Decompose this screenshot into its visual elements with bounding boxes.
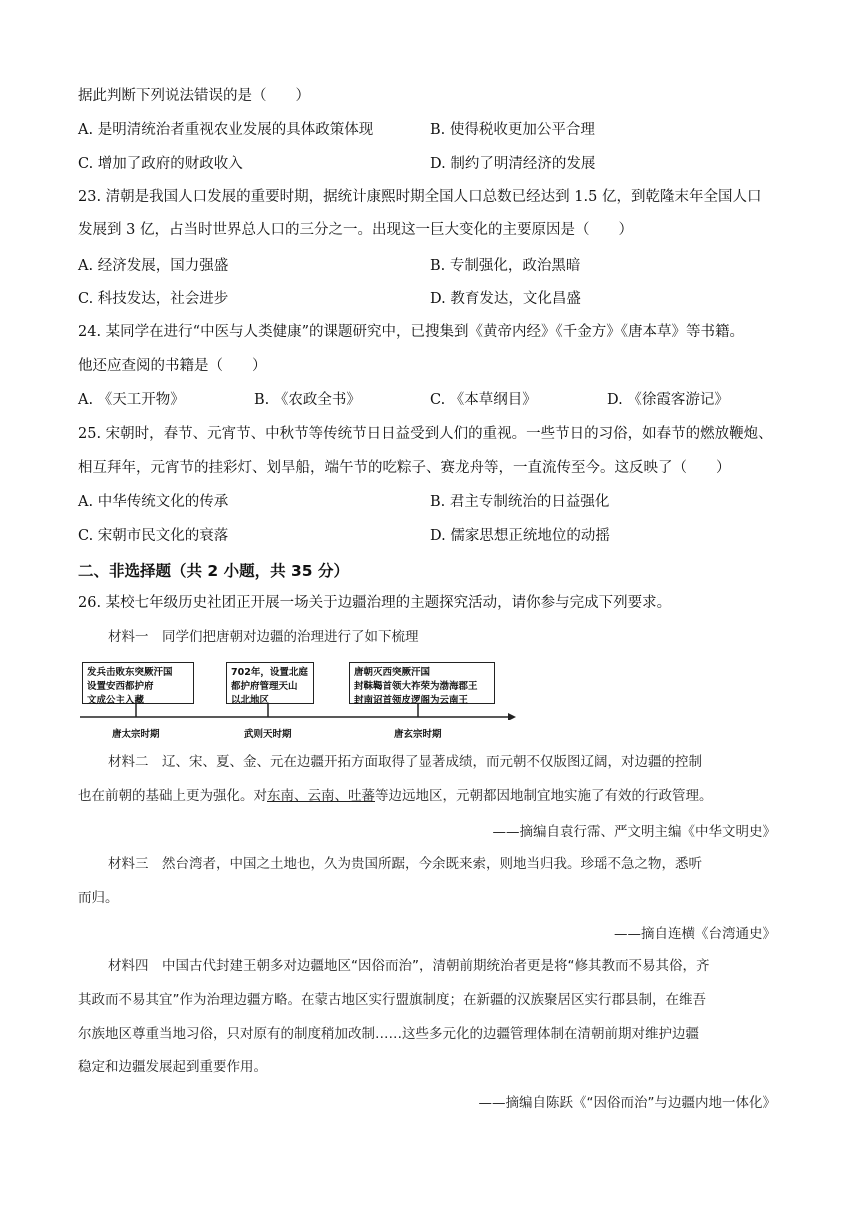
- timeline-box-xuanzong-line1: 唐朝灭西突厥汗国: [354, 667, 431, 678]
- timeline-box-wuzetian-line1: 702年，设置北庭: [231, 667, 308, 678]
- material-3-source: ——摘自连横《台湾通史》: [614, 926, 776, 942]
- timeline-box-wuzetian: [226, 662, 314, 704]
- timeline-box-wuzetian-line2: 都护府管理天山: [231, 681, 298, 692]
- timeline-label-wuzetian: 武则天时期: [244, 729, 292, 740]
- q25-stem-line2: 相互拜年，元宵节的挂彩灯、划旱船，端午节的吃粽子、赛龙舟等，一直流传至今。这反映了（ ）: [78, 460, 731, 476]
- q23-option-c: C. 科技发达，社会进步: [78, 291, 229, 307]
- q23-option-d: D. 教育发达，文化昌盛: [430, 291, 581, 307]
- q26-stem: 26. 某校七年级历史社团正开展一场关于边疆治理的主题探究活动，请你参与完成下列要求。: [78, 595, 672, 611]
- material-2-underlined-regions: 东南、云南、吐蕃: [267, 788, 375, 804]
- q25-stem-line1: 25. 宋朝时，春节、元宵节、中秋节等传统节日日益受到人们的重视。一些节日的习俗，如春节的燃放鞭炮、: [78, 426, 773, 442]
- q24-option-a: A. 《天工开物》: [78, 392, 185, 408]
- q25-option-d: D. 儒家思想正统地位的动摇: [430, 528, 610, 544]
- q25-option-a: A. 中华传统文化的传承: [78, 494, 229, 510]
- material-2-line2: [78, 786, 713, 806]
- material-4-source: ——摘编自陈跃《“因俗而治”与边疆内地一体化》: [478, 1095, 776, 1111]
- material-2-source: ——摘编自袁行霈、严文明主编《中华文明史》: [492, 824, 776, 840]
- material-4-line4: 稳定和边疆发展起到重要作用。: [78, 1059, 267, 1075]
- q24-option-c: C. 《本草纲目》: [430, 392, 537, 408]
- timeline-box-xuanzong-line3: 封南诏首领皮逻阁为云南王: [354, 695, 469, 706]
- q24-stem-line1: 24. 某同学在进行“中医与人类健康”的课题研究中，已搜集到《黄帝内经》《千金方》《唐本草》等书籍。: [78, 324, 744, 340]
- material-4-line1: 材料四 中国古代封建王朝多对边疆地区“因俗而治”，清朝前期统治者更是将“修其教而不易其俗，齐: [108, 958, 710, 974]
- q25-option-b: B. 君主专制统治的日益强化: [430, 494, 610, 510]
- q24-option-d: D. 《徐霞客游记》: [607, 392, 729, 408]
- q22-option-c: C. 增加了政府的财政收入: [78, 156, 243, 172]
- material-2-line2-pre: 也在前朝的基础上更为强化。对: [78, 788, 267, 804]
- q22-option-b: B. 使得税收更加公平合理: [430, 122, 595, 138]
- q22-option-d: D. 制约了明清经济的发展: [430, 156, 596, 172]
- q22-option-a: A. 是明清统治者重视农业发展的具体政策体现: [78, 122, 374, 138]
- timeline-box-wuzetian-line3: 以北地区: [231, 695, 270, 706]
- timeline-box-taizong-line2: 设置安西都护府: [87, 681, 154, 692]
- q24-option-b: B. 《农政全书》: [254, 392, 361, 408]
- material-3-line1: 材料三 然台湾者，中国之土地也，久为贵国所踞，今余既来索，则地当归我。珍瑶不急之物，悉听: [108, 856, 702, 872]
- section-heading-nonchoice: 二、非选择题（共 2 小题，共 35 分）: [78, 562, 349, 580]
- material-2-line2-post: 等边远地区，元朝都因地制宜地实施了有效的行政管理。: [375, 788, 713, 804]
- timeline-label-xuanzong: 唐玄宗时期: [394, 729, 442, 740]
- timeline-arrow-icon: [508, 713, 516, 720]
- material-4-line3: 尔族地区尊重当地习俗，只对原有的制度稍加改制……这些多元化的边疆管理体制在清朝前期对维护边疆: [78, 1026, 699, 1042]
- q22-stem-tail: 据此判断下列说法错误的是（ ）: [78, 88, 310, 104]
- q23-stem-line2: 发展到 3 亿，占当时世界总人口的三分之一。出现这一巨大变化的主要原因是（ ）: [78, 222, 633, 238]
- timeline-box-taizong: [82, 662, 194, 704]
- material-1-intro: 材料一 同学们把唐朝对边疆的治理进行了如下梳理: [108, 629, 419, 645]
- timeline-box-taizong-line3: 文成公主入藏: [87, 695, 145, 706]
- timeline-box-xuanzong: [349, 662, 495, 704]
- q23-option-b: B. 专制强化，政治黑暗: [430, 258, 581, 274]
- q23-option-a: A. 经济发展，国力强盛: [78, 258, 229, 274]
- material-2-line1: 材料二 辽、宋、夏、金、元在边疆开拓方面取得了显著成绩，而元朝不仅版图辽阔，对边疆的控制: [108, 754, 702, 770]
- q25-option-c: C. 宋朝市民文化的衰落: [78, 528, 229, 544]
- timeline-label-taizong: 唐太宗时期: [112, 729, 160, 740]
- timeline-box-taizong-line1: 发兵击败东突厥汗国: [87, 667, 173, 678]
- timeline-box-xuanzong-line2: 封靺鞨首领大祚荣为渤海郡王: [354, 681, 478, 692]
- q24-stem-line2: 他还应查阅的书籍是（ ）: [78, 358, 267, 374]
- material-4-line2: 其政而不易其宜”作为治理边疆方略。在蒙古地区实行盟旗制度；在新疆的汉族聚居区实行郡县制，在维吾: [78, 992, 706, 1008]
- material-3-line2: 而归。: [78, 890, 119, 906]
- q23-stem-line1: 23. 清朝是我国人口发展的重要时期，据统计康熙时期全国人口总数已经达到 1.5 亿，到乾隆末年全国人口: [78, 189, 762, 205]
